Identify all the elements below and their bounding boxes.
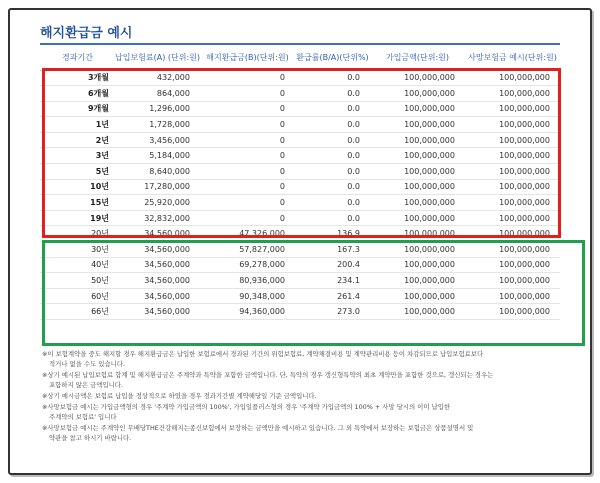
cell-death: 100,000,000 bbox=[499, 182, 550, 192]
table-row bbox=[40, 117, 560, 133]
cell-amount: 100,000,000 bbox=[404, 88, 455, 98]
cell-amount: 100,000,000 bbox=[404, 73, 455, 83]
note-line: ※상기 예시금액은 보험료 납입을 정상적으로 하였을 경우 경과기간별 계약해당일 기준 금액입니다. bbox=[42, 392, 317, 400]
cell-rate: 0.0 bbox=[347, 88, 360, 98]
note-line: 포함하지 않은 금액입니다. bbox=[49, 381, 124, 389]
cell-premium: 864,000 bbox=[156, 88, 190, 98]
cell-refund: 90,348,000 bbox=[239, 291, 285, 301]
cell-amount: 100,000,000 bbox=[404, 198, 455, 208]
note-line: 주계약의 보험료' 입니다 bbox=[49, 413, 117, 421]
cell-premium: 34,560,000 bbox=[144, 244, 190, 254]
refund-table-container bbox=[40, 43, 560, 320]
table-row bbox=[40, 288, 560, 304]
cell-premium: 34,560,000 bbox=[144, 229, 190, 239]
cell-amount: 100,000,000 bbox=[404, 135, 455, 145]
cell-amount: 100,000,000 bbox=[404, 229, 455, 239]
cell-amount: 100,000,000 bbox=[404, 182, 455, 192]
cell-refund: 0 bbox=[279, 151, 285, 161]
notes-section bbox=[42, 349, 572, 444]
note-item bbox=[42, 370, 572, 390]
cell-premium: 432,000 bbox=[156, 73, 190, 83]
table-row bbox=[40, 226, 560, 242]
cell-amount: 100,000,000 bbox=[404, 244, 455, 254]
cell-rate: 261.4 bbox=[337, 291, 360, 301]
cell-death: 100,000,000 bbox=[499, 88, 550, 98]
table-row bbox=[40, 242, 560, 258]
cell-death: 100,000,000 bbox=[499, 198, 550, 208]
cell-premium: 34,560,000 bbox=[144, 291, 190, 301]
table-row bbox=[40, 179, 560, 195]
cell-death: 100,000,000 bbox=[499, 166, 550, 176]
cell-refund: 0 bbox=[279, 104, 285, 114]
note-line: 약관을 참고 하시기 바랍니다. bbox=[49, 434, 132, 442]
header-period: 경과기간 bbox=[62, 52, 93, 62]
cell-period: 66년 bbox=[91, 307, 109, 317]
cell-premium: 8,640,000 bbox=[149, 166, 190, 176]
cell-amount: 100,000,000 bbox=[404, 151, 455, 161]
note-item bbox=[42, 402, 572, 422]
cell-premium: 34,560,000 bbox=[144, 307, 190, 317]
cell-period: 50년 bbox=[91, 276, 109, 286]
cell-period: 9개월 bbox=[87, 104, 109, 114]
cell-premium: 1,296,000 bbox=[149, 104, 190, 114]
cell-amount: 100,000,000 bbox=[404, 104, 455, 114]
cell-refund: 0 bbox=[279, 135, 285, 145]
cell-rate: 0.0 bbox=[347, 151, 360, 161]
table-row bbox=[40, 164, 560, 180]
table-row bbox=[40, 132, 560, 148]
cell-period: 2년 bbox=[95, 135, 109, 145]
header-rate: 환급률(B/A)(단위%) bbox=[296, 52, 369, 62]
note-line: ※상기 예시된 납입보험료 합계 및 해지환급금은 주계약과 특약을 포함한 금액입니다. 단, 특약의 경우 갱신형특약의 최초 계약만을 포함한 것으로, 갱신되는 경우는 bbox=[42, 371, 494, 379]
cell-premium: 34,560,000 bbox=[144, 276, 190, 286]
table-row bbox=[40, 304, 560, 320]
cell-amount: 100,000,000 bbox=[404, 120, 455, 130]
cell-death: 100,000,000 bbox=[499, 73, 550, 83]
table-row bbox=[40, 257, 560, 273]
cell-death: 100,000,000 bbox=[499, 151, 550, 161]
cell-refund: 0 bbox=[279, 213, 285, 223]
header-refund: 해지환급금(B)(단위:원) bbox=[206, 52, 289, 62]
cell-rate: 0.0 bbox=[347, 166, 360, 176]
cell-premium: 32,832,000 bbox=[144, 213, 190, 223]
cell-refund: 80,936,000 bbox=[239, 276, 285, 286]
cell-period: 1년 bbox=[95, 120, 109, 130]
header-death-benefit: 사망보험금 예시(단위:원) bbox=[468, 52, 557, 62]
cell-death: 100,000,000 bbox=[499, 260, 550, 270]
table-header-row bbox=[40, 44, 560, 70]
cell-period: 3년 bbox=[95, 151, 109, 161]
cell-refund: 0 bbox=[279, 88, 285, 98]
cell-death: 100,000,000 bbox=[499, 213, 550, 223]
cell-amount: 100,000,000 bbox=[404, 307, 455, 317]
cell-amount: 100,000,000 bbox=[404, 276, 455, 286]
note-line: 적거나 없을 수도 있습니다. bbox=[49, 360, 126, 368]
note-item bbox=[42, 349, 572, 369]
cell-death: 100,000,000 bbox=[499, 104, 550, 114]
refund-table bbox=[40, 43, 560, 320]
page-title: 해지환급금 예시 bbox=[40, 26, 133, 41]
cell-death: 100,000,000 bbox=[499, 307, 550, 317]
cell-rate: 0.0 bbox=[347, 213, 360, 223]
cell-premium: 1,728,000 bbox=[149, 120, 190, 130]
cell-period: 19년 bbox=[90, 213, 109, 223]
note-item bbox=[42, 423, 572, 443]
cell-rate: 0.0 bbox=[347, 182, 360, 192]
table-row bbox=[40, 273, 560, 289]
cell-rate: 200.4 bbox=[337, 260, 360, 270]
cell-refund: 57,827,000 bbox=[239, 244, 285, 254]
cell-rate: 234.1 bbox=[337, 276, 360, 286]
cell-rate: 0.0 bbox=[347, 73, 360, 83]
cell-refund: 69,278,000 bbox=[239, 260, 285, 270]
cell-death: 100,000,000 bbox=[499, 244, 550, 254]
cell-death: 100,000,000 bbox=[499, 291, 550, 301]
cell-rate: 273.0 bbox=[337, 307, 360, 317]
cell-rate: 0.0 bbox=[347, 135, 360, 145]
cell-period: 15년 bbox=[90, 198, 109, 208]
cell-refund: 94,360,000 bbox=[239, 307, 285, 317]
cell-death: 100,000,000 bbox=[499, 276, 550, 286]
cell-premium: 25,920,000 bbox=[144, 198, 190, 208]
cell-period: 40년 bbox=[91, 260, 109, 270]
header-premium: 납입보험료(A) (단위:원) bbox=[115, 52, 201, 62]
note-item bbox=[42, 391, 572, 401]
cell-period: 60년 bbox=[91, 291, 109, 301]
cell-refund: 47,326,000 bbox=[239, 229, 285, 239]
cell-premium: 34,560,000 bbox=[144, 260, 190, 270]
cell-period: 20년 bbox=[91, 229, 109, 239]
cell-amount: 100,000,000 bbox=[404, 291, 455, 301]
cell-refund: 0 bbox=[279, 198, 285, 208]
table-row bbox=[40, 148, 560, 164]
cell-death: 100,000,000 bbox=[499, 135, 550, 145]
table-row bbox=[40, 195, 560, 211]
table-row bbox=[40, 70, 560, 86]
cell-rate: 0.0 bbox=[347, 120, 360, 130]
cell-amount: 100,000,000 bbox=[404, 213, 455, 223]
note-line: ※이 보험계약을 중도 해지할 경우 해지환급금은 납입한 보험료에서 경과된 기간의 위험보험료, 계약체결비용 및 계약관리비용 등이 차감되므로 납입보험료보다 bbox=[42, 350, 484, 358]
cell-refund: 0 bbox=[279, 182, 285, 192]
cell-period: 3개월 bbox=[87, 73, 109, 83]
cell-rate: 167.3 bbox=[337, 244, 360, 254]
cell-period: 6개월 bbox=[87, 88, 109, 98]
cell-premium: 17,280,000 bbox=[144, 182, 190, 192]
cell-amount: 100,000,000 bbox=[404, 260, 455, 270]
cell-premium: 3,456,000 bbox=[149, 135, 190, 145]
cell-rate: 136.9 bbox=[337, 229, 360, 239]
note-line: ※사망보험금 예시는 가입금액형의 경우 '주계약 가입금액의 100%', 가입일플러스형의 경우 '주계약 가입금액의 100% + 사망 당시의 이미 납입한 bbox=[42, 403, 451, 411]
cell-rate: 0.0 bbox=[347, 104, 360, 114]
header-amount: 가입금액(단위:원) bbox=[385, 52, 450, 62]
cell-period: 10년 bbox=[90, 182, 109, 192]
table-row bbox=[40, 101, 560, 117]
cell-refund: 0 bbox=[279, 166, 285, 176]
cell-amount: 100,000,000 bbox=[404, 166, 455, 176]
cell-refund: 0 bbox=[279, 120, 285, 130]
cell-rate: 0.0 bbox=[347, 198, 360, 208]
cell-premium: 5,184,000 bbox=[149, 151, 190, 161]
table-row bbox=[40, 210, 560, 226]
table-row bbox=[40, 86, 560, 102]
cell-period: 5년 bbox=[95, 166, 109, 176]
cell-death: 100,000,000 bbox=[499, 229, 550, 239]
note-line: ※사망보험금 예시는 주계약인 무배당THE건강해지는종신보험에서 보장하는 금액만을 예시하고 있습니다. 그 외 특약에서 보장하는 보험금은 상품설명서 및 bbox=[42, 424, 474, 432]
cell-period: 30년 bbox=[91, 244, 109, 254]
cell-refund: 0 bbox=[279, 73, 285, 83]
cell-death: 100,000,000 bbox=[499, 120, 550, 130]
